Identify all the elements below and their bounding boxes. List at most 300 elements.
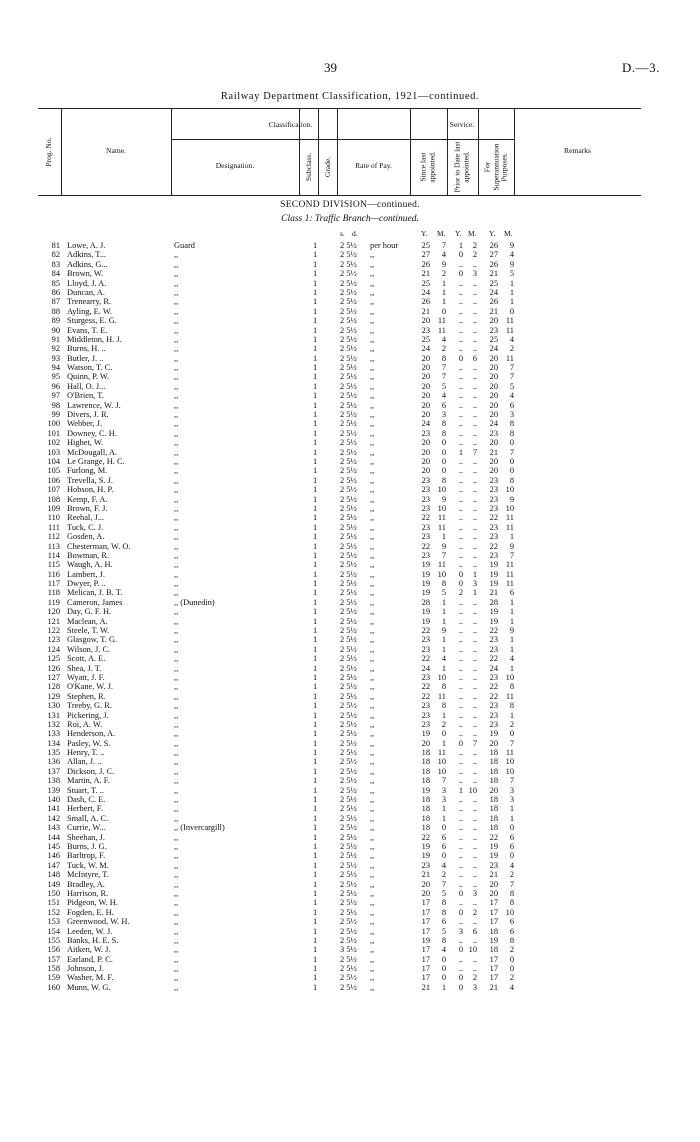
- table-row: [0, 983, 700, 992]
- grade: 1: [313, 334, 318, 344]
- super-months: 5: [509, 269, 514, 279]
- pay-period: ,,: [370, 438, 375, 448]
- designation: ,,: [174, 982, 179, 992]
- prior-years: ..: [458, 644, 463, 654]
- prog-number: 117: [47, 579, 60, 589]
- header-grade: Grade.: [322, 156, 332, 178]
- pay-period: ,,: [370, 588, 375, 598]
- prog-number: 144: [47, 832, 60, 842]
- designation: ,,: [174, 410, 179, 420]
- prior-years: 0: [458, 250, 463, 260]
- prior-years: ..: [458, 935, 463, 945]
- table-row: [0, 814, 700, 823]
- prior-years: ..: [458, 316, 463, 326]
- super-months: 8: [509, 419, 514, 429]
- rate-of-pay: 2 5½: [340, 748, 357, 758]
- super-years: 21: [489, 306, 498, 316]
- header-name: Name.: [105, 146, 127, 155]
- pay-period: per hour: [370, 241, 399, 250]
- pay-period: ,,: [370, 842, 375, 851]
- prior-months: ..: [472, 607, 477, 617]
- super-years: 20: [489, 372, 498, 382]
- rate-of-pay: 2 5½: [340, 710, 357, 720]
- since-years: 22: [421, 541, 430, 551]
- prior-months: ..: [472, 541, 477, 551]
- pay-period: ,,: [370, 870, 375, 880]
- since-years: 24: [421, 287, 430, 297]
- super-years: 26: [489, 241, 498, 250]
- designation: ,,: [174, 635, 179, 645]
- staff-name: Divers, J. R.: [67, 410, 109, 420]
- pay-period: ,,: [370, 672, 375, 682]
- prior-months: 7: [472, 738, 477, 748]
- super-years: 17: [489, 973, 498, 983]
- staff-name: Highet, W.: [67, 438, 104, 448]
- grade: 1: [313, 795, 318, 805]
- designation: ,,: [174, 766, 179, 776]
- since-months: 0: [441, 438, 446, 448]
- prior-years: ..: [458, 456, 463, 466]
- rate-of-pay: 2 5½: [340, 381, 357, 391]
- since-years: 20: [421, 447, 430, 457]
- super-months: 8: [509, 682, 514, 692]
- since-years: 27: [421, 250, 430, 260]
- prior-years: 0: [458, 353, 463, 363]
- staff-name: Steele, T. W.: [67, 626, 110, 636]
- super-years: 22: [489, 626, 498, 636]
- super-years: 23: [489, 325, 498, 335]
- since-months: 3: [441, 795, 446, 805]
- since-months: 0: [441, 306, 446, 316]
- super-months: 10: [505, 672, 514, 682]
- since-months: 3: [441, 785, 446, 795]
- since-months: 11: [437, 513, 446, 523]
- staff-name: Greenwood, W. H.: [67, 917, 130, 927]
- staff-name: Dickson, J. C.: [67, 766, 115, 776]
- staff-name: Tuck, W. M.: [67, 860, 109, 870]
- table-row: [0, 579, 700, 588]
- pay-period: ,,: [370, 804, 375, 814]
- table-row: [0, 645, 700, 654]
- prior-months: ..: [472, 757, 477, 767]
- pay-period: ,,: [370, 381, 375, 391]
- rate-of-pay: 2 5½: [340, 569, 357, 579]
- super-months: 8: [509, 935, 514, 945]
- prog-number: 151: [47, 898, 60, 908]
- since-months: 0: [441, 729, 446, 739]
- rate-of-pay: 2 5½: [340, 475, 357, 485]
- staff-name: Leeden, W. J.: [67, 926, 113, 936]
- designation: ,,: [174, 644, 179, 654]
- table-row: [0, 260, 700, 269]
- since-years: 23: [421, 475, 430, 485]
- grade: 1: [313, 278, 318, 288]
- super-months: 1: [509, 644, 514, 654]
- pay-period: ,,: [370, 419, 375, 429]
- pay-period: ,,: [370, 250, 375, 260]
- pay-period: ,,: [370, 823, 375, 833]
- grade: 1: [313, 626, 318, 636]
- grade: 1: [313, 438, 318, 448]
- prior-months: 3: [472, 579, 477, 589]
- rate-of-pay: 2 5½: [340, 898, 357, 908]
- prior-months: ..: [472, 691, 477, 701]
- super-years: 24: [489, 663, 498, 673]
- designation: ,,: [174, 259, 179, 269]
- grade: 1: [313, 701, 318, 711]
- super-years: 22: [489, 541, 498, 551]
- super-years: 22: [489, 513, 498, 523]
- prior-years: 0: [458, 569, 463, 579]
- prior-months: ..: [472, 334, 477, 344]
- rate-of-pay: 2 5½: [340, 832, 357, 842]
- since-years: 23: [421, 672, 430, 682]
- super-years: 18: [489, 813, 498, 823]
- rate-of-pay: 2 5½: [340, 935, 357, 945]
- designation: ,,: [174, 832, 179, 842]
- prior-years: ..: [458, 954, 463, 964]
- designation: ,,: [174, 935, 179, 945]
- pay-period: ,,: [370, 766, 375, 776]
- since-months: 0: [441, 954, 446, 964]
- grade: 1: [313, 353, 318, 363]
- since-months: 1: [441, 644, 446, 654]
- since-months: 9: [441, 541, 446, 551]
- rate-of-pay: 2 5½: [340, 391, 357, 401]
- pay-period: ,,: [370, 776, 375, 786]
- prior-months: 1: [472, 569, 477, 579]
- prog-number: 109: [47, 503, 60, 513]
- super-years: 19: [489, 579, 498, 589]
- prog-number: 94: [51, 363, 60, 373]
- prior-months: ..: [472, 851, 477, 861]
- super-months: 7: [509, 776, 514, 786]
- since-years: 20: [421, 466, 430, 476]
- grade: 1: [313, 579, 318, 589]
- prior-years: 0: [458, 579, 463, 589]
- super-months: 8: [509, 428, 514, 438]
- since-years: 20: [421, 400, 430, 410]
- rate-of-pay: 2 5½: [340, 306, 357, 316]
- designation: ,,: [174, 701, 179, 711]
- since-years: 20: [421, 438, 430, 448]
- designation: ,,: [174, 381, 179, 391]
- designation: ,,: [174, 729, 179, 739]
- designation: ,,: [174, 607, 179, 617]
- since-years: 23: [421, 485, 430, 495]
- prior-years: 0: [458, 973, 463, 983]
- prior-months: ..: [472, 410, 477, 420]
- staff-name: Evans, T. E.: [67, 325, 108, 335]
- header-service: Service.: [449, 120, 475, 129]
- pay-period: ,,: [370, 710, 375, 720]
- prior-years: ..: [458, 419, 463, 429]
- since-years: 18: [421, 823, 430, 833]
- staff-name: Shea, J. T.: [67, 663, 102, 673]
- table-row: [0, 701, 700, 710]
- pay-period: ,,: [370, 456, 375, 466]
- grade: 1: [313, 325, 318, 335]
- prior-months: 3: [472, 982, 477, 992]
- designation: ,,: [174, 851, 179, 861]
- prog-number: 149: [47, 879, 60, 889]
- super-years: 23: [489, 860, 498, 870]
- pay-period: ,,: [370, 475, 375, 485]
- super-years: 20: [489, 738, 498, 748]
- prog-number: 113: [47, 541, 60, 551]
- grade: 1: [313, 344, 318, 354]
- pay-period: ,,: [370, 851, 375, 861]
- designation: ,,: [174, 541, 179, 551]
- super-years: 20: [489, 879, 498, 889]
- super-months: 0: [509, 456, 514, 466]
- prog-number: 85: [51, 278, 60, 288]
- rate-of-pay: 2 5½: [340, 785, 357, 795]
- pay-period: ,,: [370, 748, 375, 758]
- super-years: 20: [489, 316, 498, 326]
- since-years: 22: [421, 513, 430, 523]
- staff-name: Small, A. C.: [67, 813, 109, 823]
- rate-of-pay: 2 5½: [340, 738, 357, 748]
- designation: ,,: [174, 663, 179, 673]
- since-years: 21: [421, 269, 430, 279]
- grade: 1: [313, 560, 318, 570]
- grade: 1: [313, 813, 318, 823]
- designation: ,,: [174, 719, 179, 729]
- prior-years: 3: [458, 926, 463, 936]
- since-years: 20: [421, 888, 430, 898]
- prior-months: ..: [472, 522, 477, 532]
- designation: ,,: [174, 560, 179, 570]
- super-years: 22: [489, 691, 498, 701]
- super-months: 6: [509, 842, 514, 851]
- grade: 1: [313, 635, 318, 645]
- since-months: 1: [441, 982, 446, 992]
- grade: 1: [313, 682, 318, 692]
- super-months: 7: [509, 372, 514, 382]
- prior-years: ..: [458, 635, 463, 645]
- staff-name: Herbert, F.: [67, 804, 103, 814]
- super-years: 23: [489, 494, 498, 504]
- prog-number: 81: [51, 241, 60, 250]
- pay-period: ,,: [370, 729, 375, 739]
- since-years: 20: [421, 879, 430, 889]
- prior-months: ..: [472, 400, 477, 410]
- since-years: 20: [421, 391, 430, 401]
- pay-period: ,,: [370, 982, 375, 992]
- since-months: 11: [437, 316, 446, 326]
- super-months: 6: [509, 832, 514, 842]
- since-months: 10: [437, 757, 446, 767]
- super-months: 9: [509, 626, 514, 636]
- rate-of-pay: 2 5½: [340, 278, 357, 288]
- super-months: 2: [509, 870, 514, 880]
- super-months: 0: [509, 954, 514, 964]
- super-months: 3: [509, 795, 514, 805]
- prior-months: ..: [472, 823, 477, 833]
- since-months: 0: [441, 447, 446, 457]
- super-years: 22: [489, 654, 498, 664]
- prog-number: 152: [47, 907, 60, 917]
- super-months: 6: [509, 588, 514, 598]
- prior-months: ..: [472, 682, 477, 692]
- prior-months: ..: [472, 428, 477, 438]
- rate-of-pay: 2 5½: [340, 626, 357, 636]
- super-months: 6: [509, 917, 514, 927]
- prog-number: 101: [47, 428, 60, 438]
- prog-number: 90: [51, 325, 60, 335]
- unit-shillings: s.: [340, 229, 345, 238]
- super-years: 21: [489, 269, 498, 279]
- super-years: 23: [489, 485, 498, 495]
- super-years: 20: [489, 466, 498, 476]
- staff-name: Henderson, A.: [67, 729, 116, 739]
- staff-name: Hobson, H. P.: [67, 485, 114, 495]
- staff-name: Brown, F. J.: [67, 503, 108, 513]
- prior-months: ..: [472, 494, 477, 504]
- pay-period: ,,: [370, 813, 375, 823]
- rate-of-pay: 2 5½: [340, 644, 357, 654]
- since-months: 5: [441, 888, 446, 898]
- pay-period: ,,: [370, 334, 375, 344]
- super-months: 11: [505, 748, 514, 758]
- since-years: 20: [421, 456, 430, 466]
- prog-number: 157: [47, 954, 60, 964]
- staff-table-body: [0, 241, 700, 992]
- pay-period: ,,: [370, 738, 375, 748]
- staff-name: Wilson, J. C.: [67, 644, 111, 654]
- prior-years: ..: [458, 795, 463, 805]
- table-row: [0, 607, 700, 616]
- designation: ,,: [174, 522, 179, 532]
- table-row: [0, 532, 700, 541]
- table-row: [0, 786, 700, 795]
- staff-name: Burns, H. ..: [67, 344, 106, 354]
- rate-of-pay: 2 5½: [340, 813, 357, 823]
- staff-name: Burns, J. G.: [67, 842, 107, 851]
- designation: ,,: [174, 485, 179, 495]
- rate-of-pay: 2 5½: [340, 297, 357, 307]
- pay-period: ,,: [370, 466, 375, 476]
- prior-years: ..: [458, 428, 463, 438]
- designation: ,,: [174, 363, 179, 373]
- since-months: 9: [441, 259, 446, 269]
- table-row: [0, 880, 700, 889]
- super-months: 2: [509, 719, 514, 729]
- grade: 1: [313, 935, 318, 945]
- header-rate-of-pay: Rate of Pay.: [355, 161, 392, 170]
- prog-number: 116: [47, 569, 60, 579]
- table-row: [0, 588, 700, 597]
- table-row: [0, 861, 700, 870]
- since-months: 10: [437, 485, 446, 495]
- prog-number: 147: [47, 860, 60, 870]
- since-months: 1: [441, 635, 446, 645]
- grade: 1: [313, 860, 318, 870]
- super-years: 23: [489, 428, 498, 438]
- prior-months: ..: [472, 935, 477, 945]
- grade: 1: [313, 588, 318, 598]
- rate-of-pay: 2 5½: [340, 982, 357, 992]
- designation: ,,: [174, 926, 179, 936]
- super-months: 11: [505, 353, 514, 363]
- super-years: 23: [489, 475, 498, 485]
- since-years: 19: [421, 588, 430, 598]
- prior-months: ..: [472, 550, 477, 560]
- rate-of-pay: 2 5½: [340, 259, 357, 269]
- table-row: [0, 927, 700, 936]
- staff-name: Le Grange, H. C.: [67, 456, 125, 466]
- staff-name: Pasley, W. S.: [67, 738, 111, 748]
- staff-name: McDougall, A.: [67, 447, 118, 457]
- table-row: [0, 804, 700, 813]
- super-years: 22: [489, 682, 498, 692]
- table-row: [0, 523, 700, 532]
- table-row: [0, 654, 700, 663]
- rate-of-pay: 2 5½: [340, 344, 357, 354]
- super-months: 11: [505, 569, 514, 579]
- prior-months: ..: [472, 719, 477, 729]
- rate-of-pay: 2 5½: [340, 776, 357, 786]
- table-row: [0, 551, 700, 560]
- grade: 1: [313, 494, 318, 504]
- table-row: [0, 598, 700, 607]
- super-months: 10: [505, 907, 514, 917]
- grade: 1: [313, 381, 318, 391]
- rate-of-pay: 2 5½: [340, 973, 357, 983]
- table-row: [0, 870, 700, 879]
- pay-period: ,,: [370, 447, 375, 457]
- super-years: 19: [489, 569, 498, 579]
- table-row: [0, 776, 700, 785]
- pay-period: ,,: [370, 363, 375, 373]
- grade: 1: [313, 250, 318, 260]
- staff-name: Johnson, J.: [67, 964, 104, 974]
- since-years: 18: [421, 795, 430, 805]
- super-years: 20: [489, 888, 498, 898]
- table-row: [0, 485, 700, 494]
- since-years: 23: [421, 644, 430, 654]
- since-years: 25: [421, 278, 430, 288]
- pay-period: ,,: [370, 428, 375, 438]
- prior-months: ..: [472, 748, 477, 758]
- super-months: 9: [509, 541, 514, 551]
- unit-months-2: M.: [468, 229, 477, 238]
- prog-number: 153: [47, 917, 60, 927]
- prog-number: 121: [47, 616, 60, 626]
- prog-number: 137: [47, 766, 60, 776]
- grade: 1: [313, 616, 318, 626]
- header-classification: Classification.: [268, 120, 313, 129]
- page-title: Railway Department Classification, 1921—continued.: [220, 91, 480, 102]
- grade: 1: [313, 607, 318, 617]
- grade: 1: [313, 785, 318, 795]
- since-months: 1: [441, 278, 446, 288]
- prog-number: 160: [47, 982, 60, 992]
- super-years: 23: [489, 532, 498, 542]
- since-years: 17: [421, 954, 430, 964]
- prog-number: 132: [47, 719, 60, 729]
- super-months: 11: [505, 691, 514, 701]
- prog-number: 119: [47, 597, 60, 607]
- table-row: [0, 344, 700, 353]
- rate-of-pay: 2 5½: [340, 438, 357, 448]
- staff-name: Dash, C. E.: [67, 795, 106, 805]
- pay-period: ,,: [370, 269, 375, 279]
- staff-name: Middleton, H. J.: [67, 334, 122, 344]
- prior-months: 6: [472, 353, 477, 363]
- table-row: [0, 955, 700, 964]
